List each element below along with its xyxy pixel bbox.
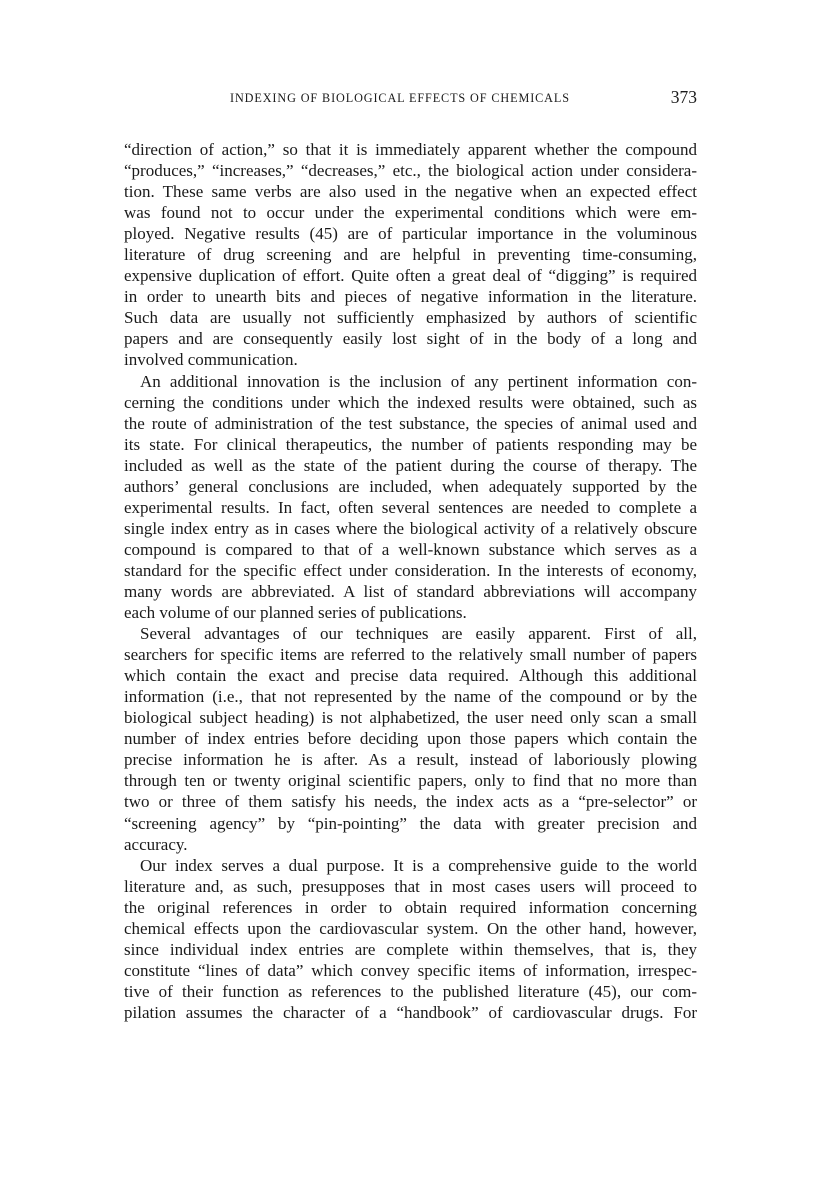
text-line: papers and are consequently easily lost sight of in the body of a long and (124, 329, 697, 349)
text-line: accuracy. (124, 834, 188, 854)
running-title: INDEXING OF BIOLOGICAL EFFECTS OF CHEMICALS (230, 91, 570, 105)
text-line: was found not to occur under the experimental conditions which were em- (124, 203, 697, 223)
page-header (124, 88, 697, 110)
text-line: many words are abbreviated. A list of standard abbreviations will accompany (124, 581, 697, 601)
text-line: the original references in order to obtain required information concerning (124, 897, 697, 917)
paragraph (124, 623, 697, 855)
text-line: through ten or twenty original scientific papers, only to find that no more than (124, 771, 697, 791)
text-line: experimental results. In fact, often several sentences are needed to complete a (124, 497, 697, 517)
text-line: information (i.e., that not represented by the name of the compound or by the (124, 687, 697, 707)
text-line: chemical effects upon the cardiovascular system. On the other hand, however, (124, 918, 697, 938)
text-line: precise information he is after. As a result, instead of laboriously plowing (124, 750, 697, 770)
text-line: authors’ general conclusions are included, when adequately supported by the (124, 476, 697, 496)
text-line: compound is compared to that of a well-known substance which serves as a (124, 539, 697, 559)
text-line: which contain the exact and precise data required. Although this additional (124, 666, 697, 686)
page-number: 373 (670, 87, 697, 107)
text-line: each volume of our planned series of publications. (124, 603, 467, 623)
text-line: included as well as the state of the patient during the course of therapy. The (124, 455, 697, 475)
paragraph (124, 139, 697, 371)
text-line: biological subject heading) is not alphabetized, the user need only scan a small (124, 708, 697, 728)
text-line: two or three of them satisfy his needs, the index acts as a “pre-selector” or (124, 792, 697, 812)
text-line: single index entry as in cases where the biological activity of a relatively obscure (124, 518, 697, 538)
text-line: number of index entries before deciding upon those papers which contain the (124, 729, 697, 749)
text-line: since individual index entries are complete within themselves, that is, they (124, 939, 697, 959)
text-line: An additional innovation is the inclusion of any pertinent information con- (140, 371, 697, 391)
body-text (124, 139, 697, 1023)
text-line: in order to unearth bits and pieces of negative information in the literature. (124, 287, 697, 307)
text-line: Several advantages of our techniques are easily apparent. First of all, (140, 624, 697, 644)
text-line: standard for the specific effect under consideration. In the interests of economy, (124, 560, 697, 580)
text-line: Our index serves a dual purpose. It is a comprehensive guide to the world (140, 855, 697, 875)
text-line: Such data are usually not sufficiently emphasized by authors of scientific (124, 308, 697, 328)
paragraph (124, 371, 697, 624)
text-line: literature of drug screening and are helpful in preventing time-consuming, (124, 245, 697, 265)
text-line: ployed. Negative results (45) are of particular importance in the voluminous (124, 224, 697, 244)
text-line: involved communication. (124, 350, 298, 370)
text-line: tion. These same verbs are also used in the negative when an expected effect (124, 182, 697, 202)
text-line: cerning the conditions under which the indexed results were obtained, such as (124, 392, 697, 412)
paragraph (124, 855, 697, 1023)
text-line: literature and, as such, presupposes that in most cases users will proceed to (124, 876, 697, 896)
text-line: its state. For clinical therapeutics, the number of patients responding may be (124, 434, 697, 454)
text-line: “produces,” “increases,” “decreases,” etc., the biological action under considera- (124, 161, 697, 181)
text-line: the route of administration of the test substance, the species of animal used and (124, 413, 697, 433)
text-line: searchers for specific items are referred to the relatively small number of papers (124, 645, 697, 665)
text-line: “screening agency” by “pin-pointing” the data with greater precision and (124, 813, 697, 833)
text-line: constitute “lines of data” which convey specific items of information, irrespec- (124, 960, 697, 980)
text-line: pilation assumes the character of a “handbook” of cardiovascular drugs. For (124, 1002, 697, 1022)
text-line: “direction of action,” so that it is immediately apparent whether the compound (124, 140, 697, 159)
text-line: expensive duplication of effort. Quite often a great deal of “digging” is required (124, 266, 697, 286)
text-line: tive of their function as references to the published literature (45), our com- (124, 981, 697, 1001)
